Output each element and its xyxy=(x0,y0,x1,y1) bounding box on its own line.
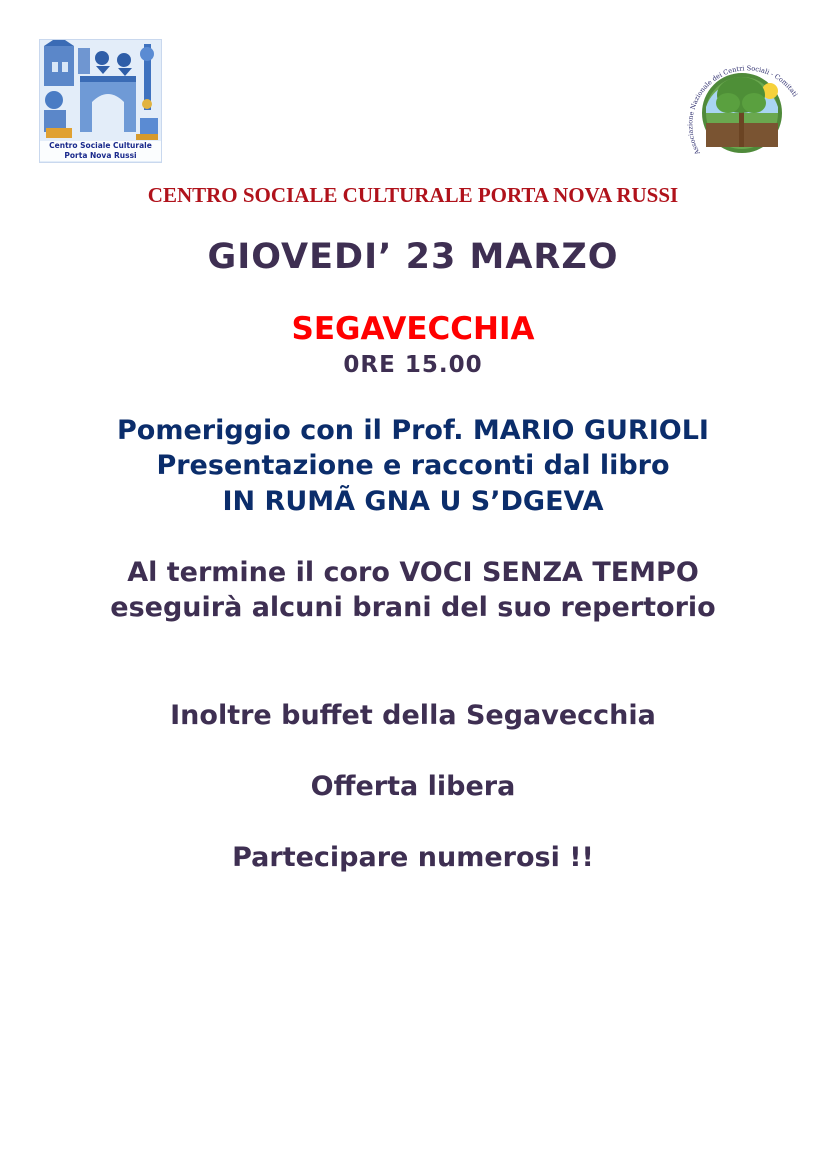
closing-line: Partecipare numerosi !! xyxy=(232,842,594,873)
organization-name: CENTRO SOCIALE CULTURALE PORTA NOVA RUSSI xyxy=(147,183,679,207)
choir-line-2: eseguirà alcuni brani del suo repertorio xyxy=(110,592,716,623)
ancescao-logo xyxy=(686,57,804,161)
logo-caption-line1: Centro Sociale Culturale xyxy=(40,141,161,151)
book-title: IN RUMÃ GNA U S’DGEVA xyxy=(222,486,604,517)
program-line-2: Presentazione e racconti dal libro xyxy=(156,450,670,481)
program-line-1: Pomeriggio con il Prof. MARIO GURIOLI xyxy=(117,415,709,446)
logo-ring-text: Associazione Nazionale dei Centri Sociali - Comitati xyxy=(686,64,800,156)
centro-sociale-logo xyxy=(39,39,162,163)
logo-caption-line2: Porta Nova Russi xyxy=(40,151,161,161)
event-date: GIOVEDI’ 23 MARZO xyxy=(207,237,619,277)
event-title: SEGAVECCHIA xyxy=(291,311,535,347)
tree-emblem xyxy=(686,57,804,161)
offer-line: Offerta libera xyxy=(310,771,516,802)
buffet-line: Inoltre buffet della Segavecchia xyxy=(170,700,656,731)
event-time: 0RE 15.00 xyxy=(343,352,483,378)
choir-line-1: Al termine il coro VOCI SENZA TEMPO xyxy=(127,557,699,588)
